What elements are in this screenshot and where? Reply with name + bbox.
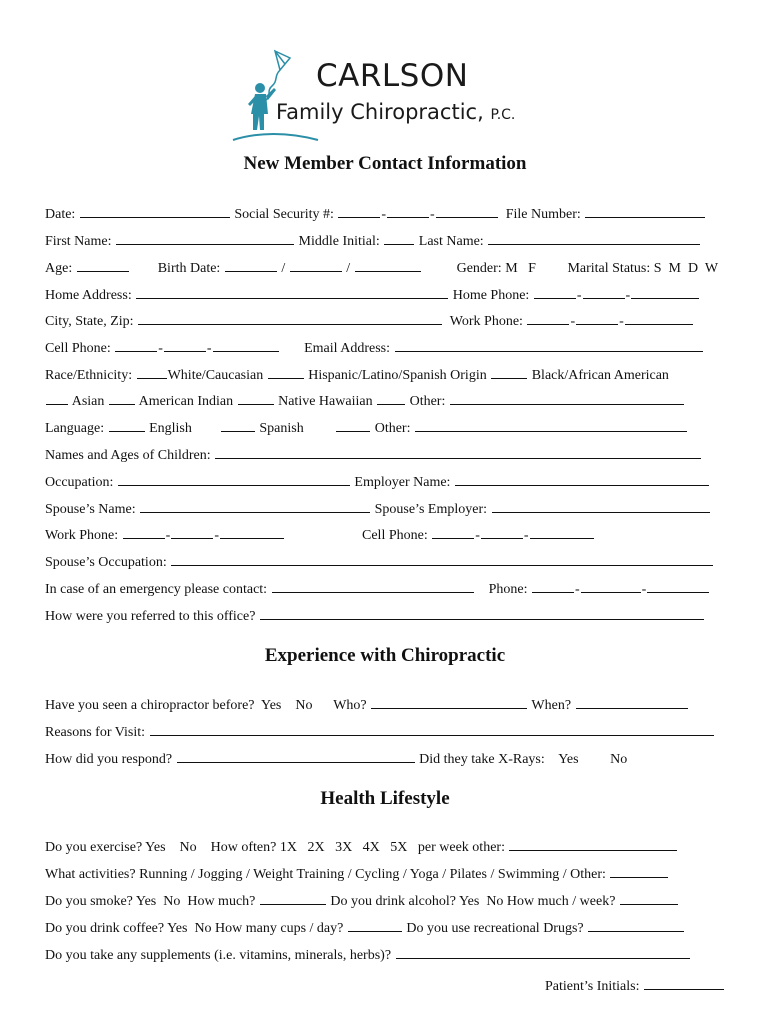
file-number-label: File Number: [505,207,581,222]
home-phone-label: Home Phone: [452,288,530,303]
race-black-label: Black/African American [531,368,669,383]
marital-label[interactable]: Marital Status: S M D W [567,261,719,276]
row-spouse-phones: Work Phone: - - Cell Phone: - - [45,510,595,544]
drugs-label: Do you use recreational Drugs? [406,921,584,936]
contact-title: New Member Contact Information [243,153,527,174]
who-label: Who? [333,698,367,713]
coffee-label[interactable]: Do you drink coffee? Yes No How many cups / day? [45,921,344,936]
row-date: Date: Social Security #: - - File Number: [45,189,706,223]
row-cell: Cell Phone: - - Email Address: [45,323,704,357]
lang-spanish-label: Spanish [259,421,304,436]
respond-label: How did you respond? [45,752,173,767]
seen-chiro-label[interactable]: Have you seen a chiropractor before? Yes No [45,698,313,713]
alcohol-label[interactable]: Do you drink alcohol? Yes No How much / week? [330,894,616,909]
row-age: Age: Birth Date: / / Gender: M F Marital Status: S M D W [45,261,719,276]
lang-other-label: Other: [374,421,411,436]
lang-english-label: English [149,421,192,436]
spouse-cell-phone-label: Cell Phone: [362,528,428,543]
row-city: City, State, Zip: Work Phone: - - [45,296,694,330]
race-hawaiian-label: Native Hawaiian [278,394,373,409]
spouse-occupation-label: Spouse’s Occupation: [45,555,167,570]
row-supplements [45,930,691,964]
employer-label: Employer Name: [354,475,451,490]
race-indian-label: American Indian [138,394,234,409]
language-label: Language: [45,421,105,436]
spouse-work-phone-label: Work Phone: [45,528,119,543]
row-initials [545,961,725,995]
race-asian-label: Asian [71,394,105,409]
brand-subtitle-text: Family Chiropractic, [276,100,484,124]
experience-title: Experience with Chiropractic [264,645,506,666]
date-label: Date: [45,207,76,222]
work-phone-label: Work Phone: [449,314,523,329]
brand-suffix: P.C. [490,107,516,123]
race-white-label: White/Caucasian [167,368,264,383]
first-name-label: First Name: [45,234,112,249]
last-name-label: Last Name: [418,234,484,249]
race-hispanic-label: Hispanic/Latino/Spanish Origin [308,368,487,383]
smoke-label[interactable]: Do you smoke? Yes No How much? [45,894,256,909]
row-respond [45,734,627,768]
home-address-label: Home Address: [45,288,132,303]
initials-field[interactable] [644,977,724,990]
supplements-label: Do you take any supplements (i.e. vitamins, minerals, herbs)? [45,948,392,963]
birth-date-label: Birth Date: [157,261,221,276]
referred-field[interactable] [260,607,704,620]
activities-label[interactable]: What activities? Running / Jogging / Weight Training / Cycling / Yoga / Pilates / Swimming / Other: [45,867,606,882]
ssn-label: Social Security #: [234,207,334,222]
spouse-name-label: Spouse’s Name: [45,502,136,517]
email-label: Email Address: [304,341,391,356]
reasons-label: Reasons for Visit: [45,725,146,740]
cell-phone-label: Cell Phone: [45,341,111,356]
children-label: Names and Ages of Children: [45,448,211,463]
xrays-label[interactable]: Did they take X-Rays: Yes No [419,752,628,767]
race-label: Race/Ethnicity: [45,368,133,383]
referred-label: How were you referred to this office? [45,609,256,624]
when-label: When? [531,698,572,713]
emergency-label: In case of an emergency please contact: [45,582,268,597]
respond-field[interactable] [177,750,415,763]
occupation-label: Occupation: [45,475,114,490]
age-label: Age: [45,261,73,276]
exercise-label[interactable]: Do you exercise? Yes No How often? 1X 2X 3X 4X 5X per week other: [45,840,505,855]
row-emergency: In case of an emergency please contact: Phone: - - [45,564,710,598]
middle-initial-label: Middle Initial: [298,234,380,249]
row-home-address: Home Address: Home Phone: - - [45,270,700,304]
brand-name: CARLSON [316,58,469,94]
emergency-phone-label: Phone: [488,582,528,597]
brand-subtitle [276,100,515,124]
row-referred [45,591,705,625]
supplements-field[interactable] [396,946,690,959]
race-other-label: Other: [409,394,446,409]
spouse-employer-label: Spouse’s Employer: [374,502,487,517]
city-label: City, State, Zip: [45,314,134,329]
health-title: Health Lifestyle [320,788,450,809]
gender-label[interactable]: Gender: M F [456,261,536,276]
initials-label: Patient’s Initials: [545,979,640,994]
